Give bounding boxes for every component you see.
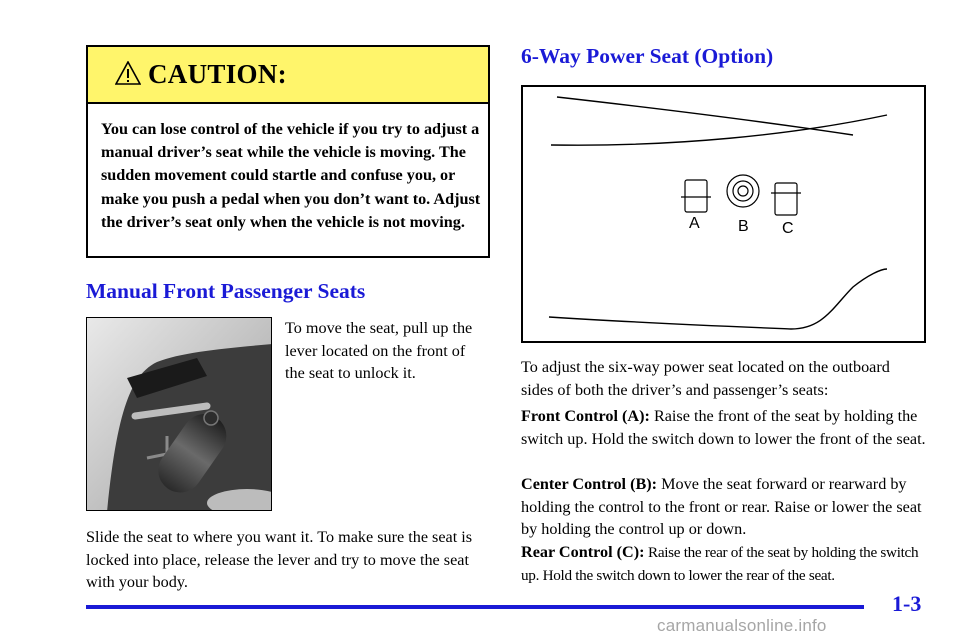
center-knob-b [727,175,759,207]
front-control-label: Front Control (A): [521,407,650,425]
front-control-paragraph [521,405,926,450]
page-number: 1-3 [892,591,922,616]
power-seat-heading: 6-Way Power Seat (Option) [521,44,774,68]
front-control-text: Raise the front of the seat by holding the switch up. Hold the switch down to lower the front of the seat. [521,407,926,448]
manual-seats-heading: Manual Front Passenger Seats [86,279,366,303]
center-control-text: Move the seat forward or rearward by holding the control to the front or rear. Raise or lower the seat by holding the control up or down. [521,475,922,539]
rear-control-paragraph [521,541,933,587]
center-control-label: Center Control (B): [521,475,658,493]
label-c: C [782,220,794,237]
label-a: A [689,215,700,232]
caution-text: You can lose control of the vehicle if you try to adjust a manual driver’s seat while the vehicle is moving. The sudden movement could startle and confuse you, or make you push a pedal when you don’t want to. Adjust the driver’s seat only when the vehicle is not moving. [101,120,481,231]
label-b: B [738,218,749,235]
lever-photo [86,317,272,511]
power-seat-diagram [521,85,926,343]
front-switch-a [681,180,711,212]
power-seat-illustration [523,87,924,341]
rear-control-text: Raise the rear of the seat by holding the switch up. Hold the switch down to lower the rear of the seat. [521,544,919,584]
power-seat-intro: To adjust the six-way power seat located on the outboard sides of both the driver’s and passenger’s seats: [521,358,890,399]
rear-switch-c [771,183,801,215]
slide-seat-paragraph: Slide the seat to where you want it. To make sure the seat is locked into place, release the lever and try to move the seat with your body. [86,528,473,592]
seat-lever-image [87,318,272,511]
lever-caption: To move the seat, pull up the lever located on the front of the seat to unlock it. [285,319,473,383]
rear-control-label: Rear Control (C): [521,543,645,561]
warning-triangle-icon [115,61,141,85]
caution-box [86,45,490,258]
watermark-text: carmanualsonline.info [657,616,827,635]
caution-header [88,47,488,104]
footer-rule [86,605,864,609]
caution-title: CAUTION: [148,59,287,89]
center-control-paragraph [521,473,931,541]
